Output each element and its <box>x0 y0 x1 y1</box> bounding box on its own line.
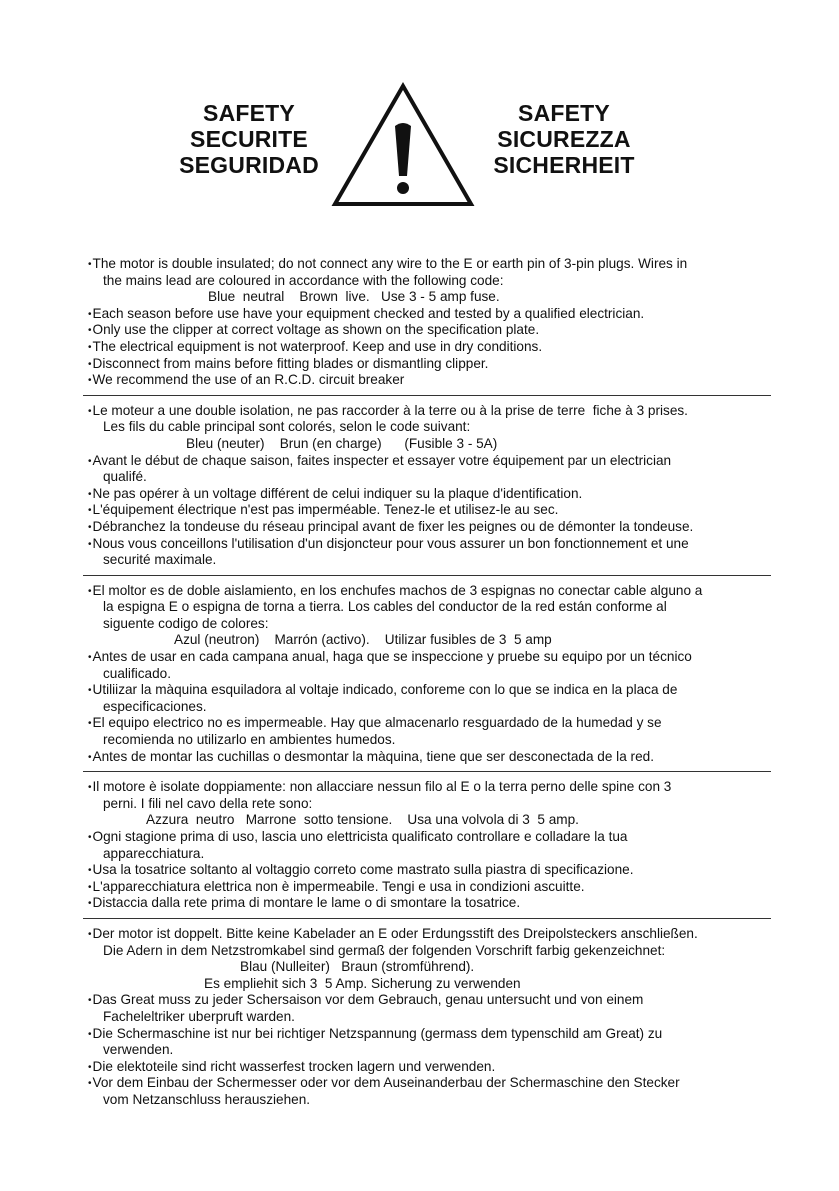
bullet-item: • El equipo electrico no es impermeable. Hay que almacenarlo resguardado de la humedad y se <box>83 715 771 732</box>
wire-code-line: Bleu (neuter) Brun (en charge) (Fusible 3 - 5A) <box>186 435 498 451</box>
wire-code-line: Azul (neutron) Marrón (activo). Utilizar fusibles de 3 5 amp <box>174 632 552 648</box>
title-sicurezza: SICUREZZA <box>497 126 631 152</box>
bullet-continuation: recomienda no utilizarlo en ambientes humedos. <box>103 732 396 748</box>
bullet-item: • Antes de usar en cada campana anual, haga que se inspeccione y pruebe su equipo por un técnico <box>83 649 771 666</box>
safety-instructions <box>83 255 771 1115</box>
bullet-continuation: the mains lead are coloured in accordance with the following code: <box>103 272 504 288</box>
bullet-item: • El moltor es de doble aislamiento, en los enchufes machos de 3 espignas no conectar cable alguno a <box>83 583 771 600</box>
title-safety: SAFETY <box>203 100 295 126</box>
bullet-continuation: Facheleltriker uberpruft warden. <box>103 1008 295 1024</box>
bullet-item: • Usa la tosatrice soltanto al voltaggio correto come mastrato sulla piastra di specificazione. <box>83 862 771 879</box>
wire-code-line: Blue neutral Brown live. Use 3 - 5 amp fuse. <box>208 289 500 305</box>
bullet-item: • Avant le début de chaque saison, faites inspecter et essayer votre équipement par un electrician <box>83 453 771 470</box>
wire-code-line: Azzura neutro Marrone sotto tensione. Usa una volvola di 3 5 amp. <box>146 812 579 828</box>
bullet-continuation: Die Adern in dem Netzstromkabel sind germaß der folgenden Vorschrift farbig gekenzeichnet: <box>103 942 666 958</box>
bullet-item: • Utiliizar la màquina esquiladora al voltaje indicado, conforeme con lo que se indica en la placa de <box>83 682 771 699</box>
bullet-item: • Disconnect from mains before fitting blades or dismantling clipper. <box>83 356 771 373</box>
title-seguridad: SEGURIDAD <box>179 152 319 178</box>
warning-triangle-icon <box>331 82 475 208</box>
bullet-item: • Das Great muss zu jeder Schersaison vor dem Gebrauch, genau untersucht und von einem <box>83 992 771 1009</box>
bullet-item: • Distaccia dalla rete prima di montare le lame o di smontare la tosatrice. <box>83 895 771 912</box>
bullet-continuation: securité maximale. <box>103 552 217 568</box>
bullet-item: • Ne pas opérer à un voltage différent de celui indiquer su la plaque d'identification. <box>83 486 771 503</box>
safety-titles-left <box>164 100 334 178</box>
bullet-continuation: perni. I fili nel cavo della rete sono: <box>103 795 313 811</box>
bullet-item: • L'équipement électrique n'est pas imperméable. Tenez-le et utilisez-le au sec. <box>83 502 771 519</box>
bullet-item: • L'apparecchiatura elettrica non è impermeabile. Tengi e usa in condizioni ascuitte. <box>83 879 771 896</box>
section-fr <box>83 395 771 575</box>
bullet-continuation: qualifé. <box>103 469 147 485</box>
bullet-continuation: cualificado. <box>103 665 172 681</box>
title-sicherheit: SICHERHEIT <box>493 152 635 178</box>
wire-code-line: Blau (Nulleiter) Braun (stromführend). <box>240 959 475 975</box>
bullet-item: • Die Schermaschine ist nur bei richtiger Netzspannung (germass dem typenschild am Great) zu <box>83 1026 771 1043</box>
section-es <box>83 575 771 772</box>
bullet-item: • Each season before use have your equipment checked and tested by a qualified electrician. <box>83 306 771 323</box>
bullet-item: • Vor dem Einbau der Schermesser oder vor dem Auseinanderbau der Schermaschine den Stecker <box>83 1075 771 1092</box>
wire-code-line: Es empliehit sich 3 5 Amp. Sicherung zu verwenden <box>204 975 521 991</box>
bullet-item: • Il motore è isolate doppiamente: non allacciare nessun filo al E o la terra perno delle spine con 3 <box>83 779 771 796</box>
bullet-item: • The motor is double insulated; do not connect any wire to the E or earth pin of 3-pin plugs. Wires in <box>83 256 771 273</box>
safety-titles-right <box>479 100 649 178</box>
bullet-continuation: especificaciones. <box>103 698 207 714</box>
title-safety: SAFETY <box>518 100 610 126</box>
bullet-continuation: apparecchiatura. <box>103 845 205 861</box>
bullet-continuation: la espigna E o espigna de torna a tierra. Los cables del conductor de la red están conforme al <box>103 599 667 615</box>
bullet-continuation: siguente codigo de colores: <box>103 615 269 631</box>
section-it <box>83 771 771 918</box>
bullet-continuation: vom Netzanschluss herausziehen. <box>103 1091 311 1107</box>
bullet-item: • The electrical equipment is not waterproof. Keep and use in dry conditions. <box>83 339 771 356</box>
section-de <box>83 918 771 1115</box>
bullet-item: • Débranchez la tondeuse du réseau principal avant de fixer les peignes ou de démonter la tondeuse. <box>83 519 771 536</box>
bullet-continuation: verwenden. <box>103 1042 174 1058</box>
bullet-item: • Ogni stagione prima di uso, lascia uno elettricista qualificato controllare e colladare la tua <box>83 829 771 846</box>
title-securite: SECURITE <box>190 126 308 152</box>
section-en <box>83 255 771 395</box>
bullet-item: • Antes de montar las cuchillas o desmontar la màquina, tiene que ser desconectada de la red. <box>83 749 771 766</box>
bullet-item: • Der motor ist doppelt. Bitte keine Kabelader an E oder Erdungsstift des Dreipolsteckers anschließen. <box>83 926 771 943</box>
bullet-item: • Le moteur a une double isolation, ne pas raccorder à la terre ou à la prise de terre fiche à 3 prises. <box>83 403 771 420</box>
bullet-item: • Only use the clipper at correct voltage as shown on the specification plate. <box>83 322 771 339</box>
bullet-continuation: Les fils du cable principal sont colorés, selon le code suivant: <box>103 419 471 435</box>
bullet-item: • Nous vous conceillons l'utilisation d'un disjoncteur pour vous assurer un bon fonctionnement et une <box>83 536 771 553</box>
bullet-item: • We recommend the use of an R.C.D. circuit breaker <box>83 372 771 389</box>
bullet-item: • Die elektoteile sind richt wasserfest trocken lagern und verwenden. <box>83 1059 771 1076</box>
